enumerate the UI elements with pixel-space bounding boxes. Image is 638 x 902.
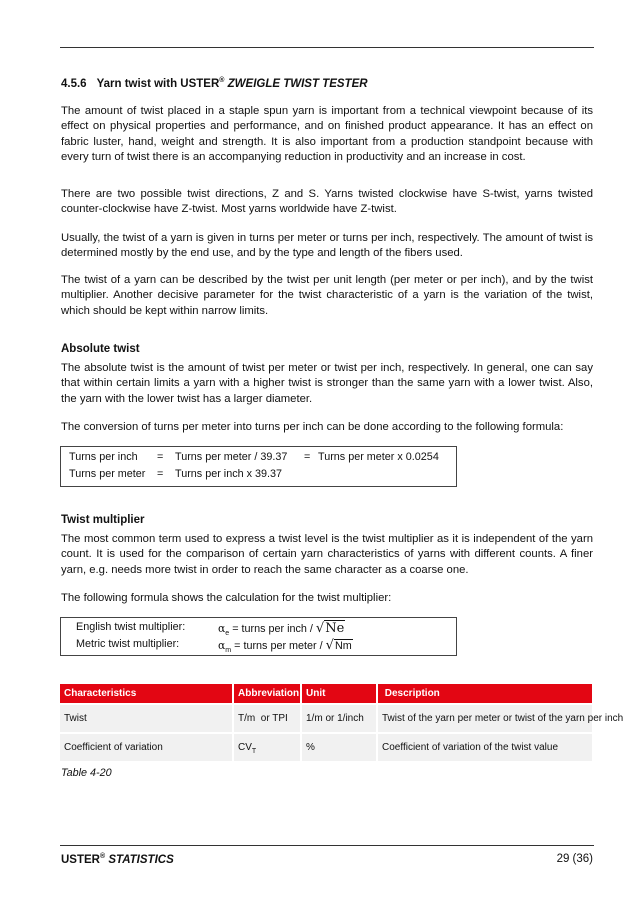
table-caption: Table 4-20	[61, 767, 112, 779]
cell-description: Coefficient of variation of the twist value	[378, 734, 592, 761]
conv-label: Turns per meter	[69, 468, 146, 480]
tm-label: English twist multiplier:	[76, 621, 186, 633]
section-number: 4.5.6	[61, 77, 87, 90]
radicand: Ne	[325, 621, 345, 636]
tm-formula	[218, 638, 353, 654]
alpha-subscript: m	[225, 647, 232, 655]
footer-italic: STATISTICS	[108, 853, 174, 866]
table-row	[60, 705, 624, 732]
table-row	[60, 734, 592, 761]
header-abbreviation: Abbreviation	[234, 684, 300, 703]
footer-title	[61, 853, 174, 866]
page-number: 29 (36)	[556, 853, 593, 865]
twist-multiplier-formula-box	[60, 617, 457, 656]
sqrt-icon: √	[315, 621, 325, 636]
paragraph-intro: The amount of twist placed in a staple spun yarn is important from a technical viewpoint because of its effect on physical properties and performance, and on finished product appearance. It has an effect on fabric luster, hand, weight and strength. It is also important from a production standpoint because with every turn of twist there is an accompanying reduction in productivity and an increase in cost.	[61, 105, 593, 163]
paragraph-description: The twist of a yarn can be described by the twist per unit length (per meter or per inch), and by the twist multiplier. Another decisive parameter for the twist characteristic of a yarn is the variation of the twist, which should be kept within narrow limits.	[61, 274, 593, 317]
twist-multiplier-paragraph: The most common term used to express a twist level is the twist multiplier as it is independent of the yarn count. It is used for the comparison of certain yarn characteristics of yarns with different counts. A finer yarn, e.g. needs more twist in order to reach the same character as a coarse one.	[61, 533, 593, 576]
conv-label: Turns per inch	[69, 451, 138, 463]
header-rule	[60, 47, 594, 48]
conversion-intro: The conversion of turns per meter into turns per inch can be done according to the following formula:	[61, 421, 564, 433]
absolute-twist-heading: Absolute twist	[61, 343, 140, 355]
conv-equals: =	[157, 468, 164, 480]
cell-characteristic: Twist	[60, 705, 232, 732]
paragraph-units: Usually, the twist of a yarn is given in turns per meter or turns per inch, respectively. The amount of twist is determined mostly by the end use, and by the type and length of the fibers used.	[61, 232, 593, 260]
cell-abbreviation	[234, 734, 300, 761]
cell-unit: 1/m or 1/inch	[302, 705, 376, 732]
footer-brand: USTER	[61, 853, 100, 866]
section-title	[61, 77, 368, 90]
radicand: Nm	[334, 640, 352, 652]
twist-multiplier-intro: The following formula shows the calculation for the twist multiplier:	[61, 592, 392, 604]
abbr-subscript: T	[251, 748, 257, 755]
header-characteristics: Characteristics	[60, 684, 232, 703]
alpha-symbol: α	[218, 639, 226, 652]
tm-label: Metric twist multiplier:	[76, 638, 180, 650]
alpha-symbol: α	[218, 622, 226, 635]
tm-formula-text: = turns per inch /	[229, 623, 316, 635]
paragraph-directions: There are two possible twist directions, Z and S. Yarns twisted clockwise have S-twist, yarns twisted counter-clockwise have Z-twist. Most yarns worldwide have Z-twist.	[61, 188, 593, 216]
conv-formula: Turns per inch x 39.37	[175, 468, 283, 480]
footer-rule	[60, 845, 594, 846]
cell-characteristic: Coefficient of variation	[60, 734, 232, 761]
twist-multiplier-heading: Twist multiplier	[61, 514, 145, 526]
abbr-text: T/m or TPI	[238, 713, 288, 724]
cell-abbreviation	[234, 705, 300, 732]
cell-description: Twist of the yarn per meter or twist of the yarn per inch	[378, 705, 592, 732]
section-title-text: Yarn twist with USTER	[96, 77, 220, 90]
conv-formula-2: Turns per meter x 0.0254	[318, 451, 439, 463]
conv-equals-2: =	[304, 451, 311, 463]
absolute-twist-paragraph: The absolute twist is the amount of twist per meter or twist per inch, respectively. In general, one can say that within certain limits a yarn with a higher twist is stronger than the same yarn with a lower twist. Also, the yarn with the lower twist has a larger diameter.	[61, 362, 593, 405]
conv-equals: =	[157, 451, 164, 463]
section-title-italic: ZWEIGLE TWIST TESTER	[227, 77, 368, 90]
conv-formula: Turns per meter / 39.37	[175, 451, 288, 463]
tm-formula-text: = turns per meter /	[231, 640, 326, 652]
table-header	[60, 684, 592, 703]
header-unit: Unit	[302, 684, 376, 703]
header-description: Description	[378, 684, 592, 703]
footer-registered-mark: ®	[99, 853, 106, 860]
alpha-subscript: e	[225, 630, 230, 638]
tm-formula	[218, 621, 345, 637]
registered-mark: ®	[219, 77, 225, 84]
abbr-text: CV	[238, 742, 252, 753]
conversion-formula-box	[60, 446, 457, 487]
cell-unit: %	[302, 734, 376, 761]
sqrt-icon: √	[325, 638, 334, 653]
